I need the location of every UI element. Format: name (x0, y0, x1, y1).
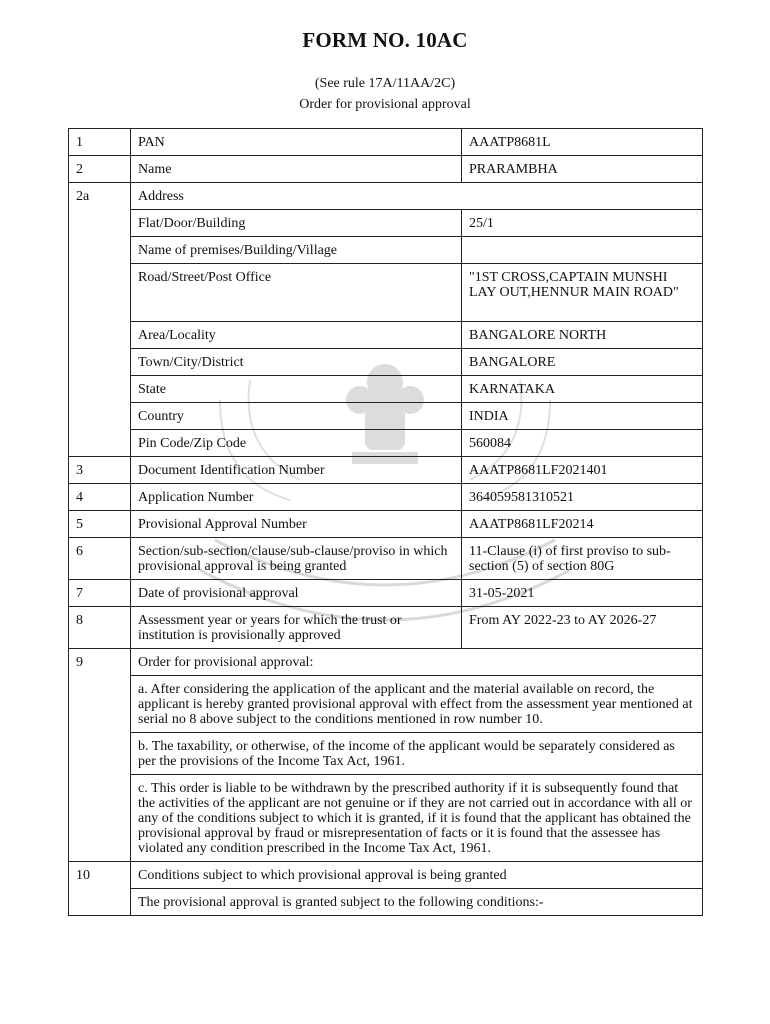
row-address-flat (69, 210, 703, 237)
row-order-a (69, 676, 703, 733)
row-label: Area/Locality (131, 322, 462, 349)
row-conditions-intro (69, 889, 703, 916)
row-number: 2 (69, 156, 131, 183)
row-number: 5 (69, 511, 131, 538)
row-label: Provisional Approval Number (131, 511, 462, 538)
row-address (69, 183, 703, 210)
row-number: 10 (69, 862, 131, 916)
form-subtitle: Order for provisional approval (299, 97, 471, 112)
row-approval-date (69, 580, 703, 607)
form-rule-reference: (See rule 17A/11AA/2C) (314, 76, 456, 91)
row-value (462, 237, 703, 264)
row-label: PAN (131, 129, 462, 156)
row-label: Application Number (131, 484, 462, 511)
row-label: State (131, 376, 462, 403)
row-label: Flat/Door/Building (131, 210, 462, 237)
row-value: 364059581310521 (462, 484, 703, 511)
row-number: 9 (69, 649, 131, 862)
order-paragraph-b: b. The taxability, or otherwise, of the income of the applicant would be separately considered as per the provisions of the Income Tax Act, 1961. (131, 733, 703, 775)
row-label: Document Identification Number (131, 457, 462, 484)
form-title: FORM NO. 10AC (302, 28, 468, 52)
row-value: PRARAMBHA (462, 156, 703, 183)
row-label: Assessment year or years for which the trust or institution is provisionally approved (131, 607, 462, 649)
row-value: AAATP8681LF2021401 (462, 457, 703, 484)
row-address-pin (69, 430, 703, 457)
row-order-b (69, 733, 703, 775)
row-value: AAATP8681L (462, 129, 703, 156)
row-value: From AY 2022-23 to AY 2026-27 (462, 607, 703, 649)
row-value: 25/1 (462, 210, 703, 237)
row-address-premises (69, 237, 703, 264)
row-label: Address (131, 183, 703, 210)
conditions-intro: The provisional approval is granted subject to the following conditions:- (131, 889, 703, 916)
row-label: Pin Code/Zip Code (131, 430, 462, 457)
row-value: AAATP8681LF20214 (462, 511, 703, 538)
row-number: 8 (69, 607, 131, 649)
row-conditions (69, 862, 703, 889)
row-application-number (69, 484, 703, 511)
row-pan (69, 129, 703, 156)
row-label: Country (131, 403, 462, 430)
row-number: 4 (69, 484, 131, 511)
row-label: Conditions subject to which provisional approval is being granted (131, 862, 703, 889)
row-label: Name (131, 156, 462, 183)
row-label: Name of premises/Building/Village (131, 237, 462, 264)
row-number: 3 (69, 457, 131, 484)
row-value: 560084 (462, 430, 703, 457)
row-address-town (69, 349, 703, 376)
row-number: 1 (69, 129, 131, 156)
order-paragraph-c: c. This order is liable to be withdrawn by the prescribed authority if it is subsequently found that the activities of the applicant are not genuine or if they are not carried out in accordance with all or any of the conditions subject to which it is granted, if it is found that the applicant has obtained the provisional approval by fraud or misrepresentation of facts or it is found that the assessee has violated any condition prescribed in the Income Tax Act, 1961. (131, 775, 703, 862)
row-order-c (69, 775, 703, 862)
row-assessment-years (69, 607, 703, 649)
row-value: BANGALORE NORTH (462, 322, 703, 349)
row-approval-number (69, 511, 703, 538)
row-address-road (69, 264, 703, 322)
row-label: Section/sub-section/clause/sub-clause/proviso in which provisional approval is being granted (131, 538, 462, 580)
row-number: 2a (69, 183, 131, 457)
row-document-id (69, 457, 703, 484)
row-number: 7 (69, 580, 131, 607)
order-paragraph-a: a. After considering the application of the applicant and the material available on record, the applicant is hereby granted provisional approval with effect from the assessment year mentioned at serial no 8 above subject to the conditions mentioned in row number 10. (131, 676, 703, 733)
row-address-state (69, 376, 703, 403)
row-label: Order for provisional approval: (131, 649, 703, 676)
row-value: "1ST CROSS,CAPTAIN MUNSHI LAY OUT,HENNUR MAIN ROAD" (462, 264, 703, 322)
row-section (69, 538, 703, 580)
row-value: 11-Clause (i) of first proviso to sub-section (5) of section 80G (462, 538, 703, 580)
row-label: Town/City/District (131, 349, 462, 376)
row-address-area (69, 322, 703, 349)
row-order (69, 649, 703, 676)
row-address-country (69, 403, 703, 430)
row-number: 6 (69, 538, 131, 580)
row-label: Road/Street/Post Office (131, 264, 462, 322)
row-value: 31-05-2021 (462, 580, 703, 607)
row-value: KARNATAKA (462, 376, 703, 403)
row-label: Date of provisional approval (131, 580, 462, 607)
form-table (68, 128, 703, 916)
row-name (69, 156, 703, 183)
row-value: INDIA (462, 403, 703, 430)
row-value: BANGALORE (462, 349, 703, 376)
